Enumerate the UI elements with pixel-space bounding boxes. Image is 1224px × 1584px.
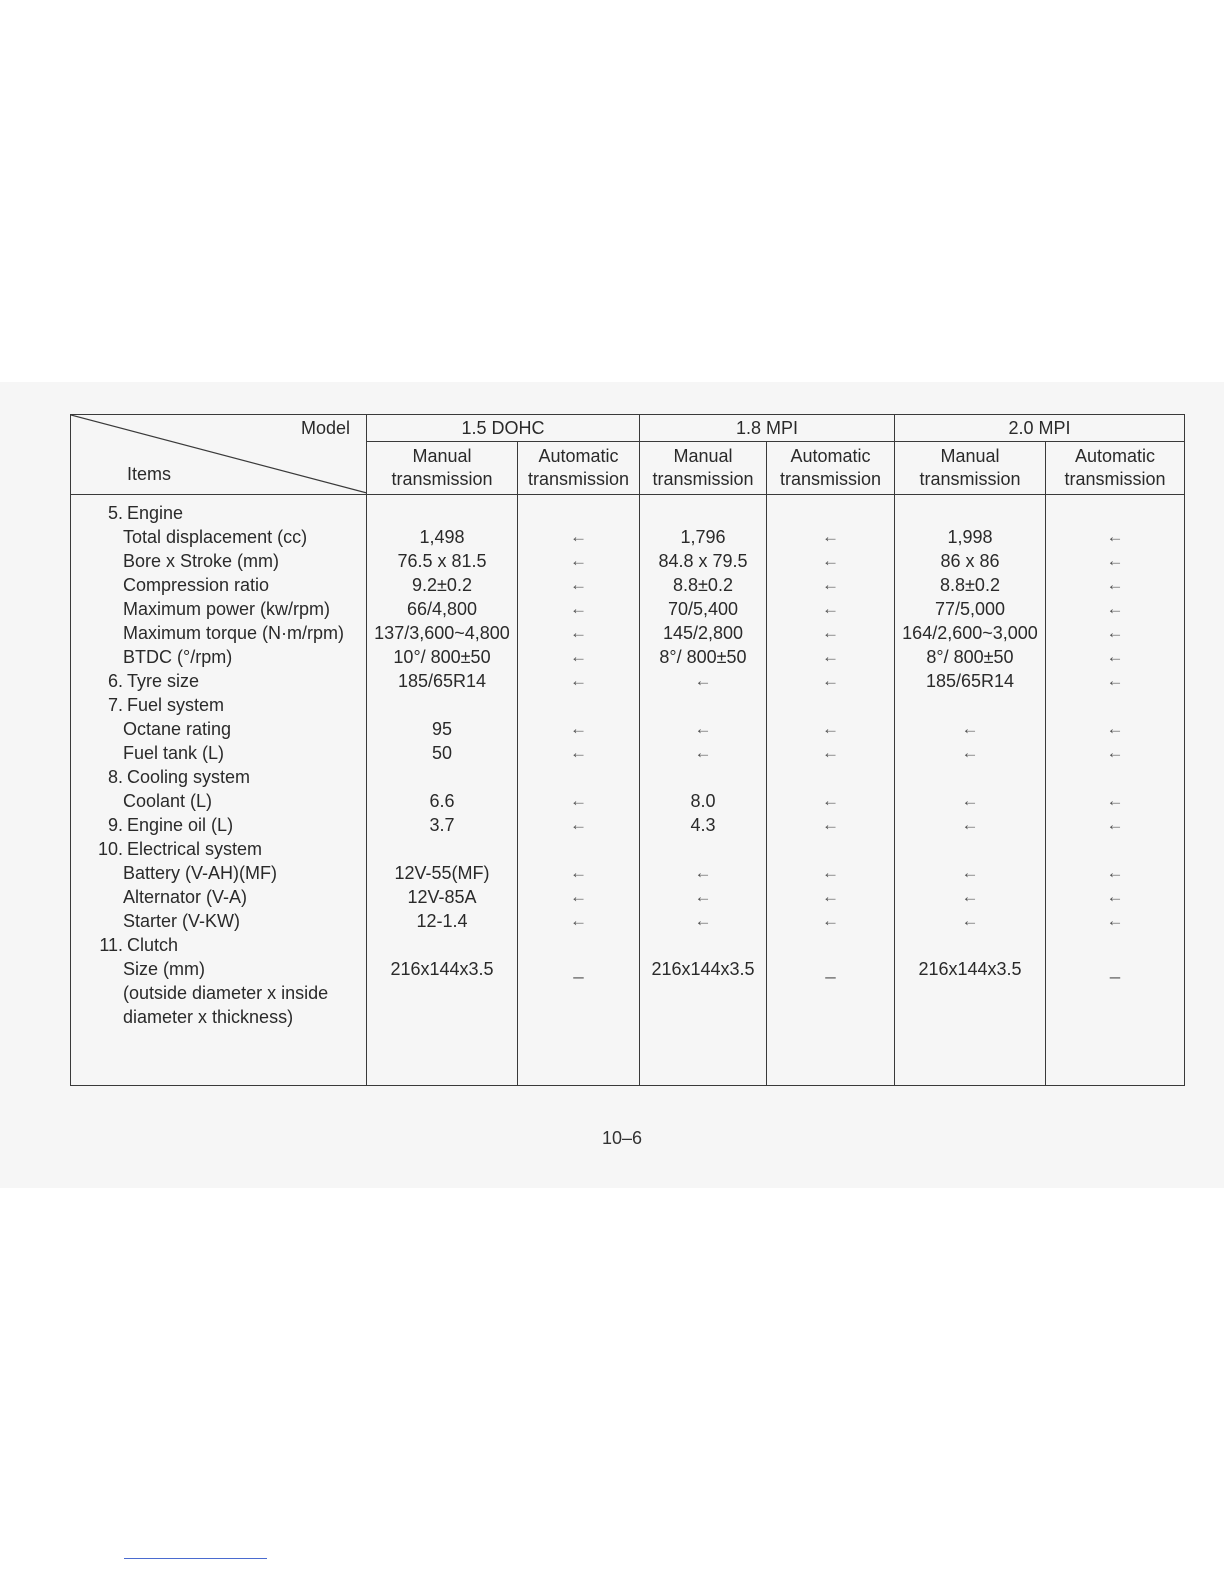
same-as-left-arrow: ← (822, 743, 839, 762)
table-cell (640, 693, 766, 717)
table-cell: _ (825, 959, 836, 979)
item-row (71, 741, 366, 765)
same-as-left-arrow: ← (694, 743, 712, 762)
table-cell (518, 693, 639, 717)
table-cell: 137/3,600~4,800 (374, 623, 510, 643)
item-row (71, 717, 366, 741)
table-cell (367, 933, 517, 957)
page-number: 10–6 (601, 1128, 643, 1148)
table-cell (640, 981, 766, 1005)
sub-header: Manual transmission (895, 442, 1046, 495)
item-label: Engine (127, 503, 184, 523)
item-label: Total displacement (cc) (123, 527, 308, 547)
item-row (71, 861, 366, 885)
table-cell (1046, 981, 1184, 1005)
item-row (71, 501, 366, 525)
same-as-left-arrow: ← (570, 863, 587, 882)
same-as-left-arrow: ← (570, 527, 587, 546)
table-cell: 10°/ 800±50 (393, 647, 491, 667)
value-column-1-5-manual (367, 495, 518, 1086)
specifications-table (70, 414, 1185, 1086)
table-cell (367, 765, 517, 789)
table-cell: 12-1.4 (416, 911, 468, 931)
table-cell: 86 x 86 (940, 551, 1000, 571)
item-row (71, 597, 366, 621)
same-as-left-arrow: ← (570, 911, 587, 930)
corner-header (71, 415, 367, 495)
item-label: Cooling system (127, 767, 251, 787)
table-cell (767, 765, 894, 789)
same-as-left-arrow: ← (1106, 623, 1124, 642)
table-body-row (71, 495, 1185, 1086)
items-column (71, 495, 367, 1086)
table-cell (895, 501, 1045, 525)
table-cell (518, 765, 639, 789)
same-as-left-arrow: ← (1106, 719, 1124, 738)
item-label: diameter x thickness) (123, 1007, 294, 1027)
item-row (71, 813, 366, 837)
item-row (71, 573, 366, 597)
same-as-left-arrow: ← (961, 815, 979, 834)
item-label: Fuel tank (L) (123, 743, 225, 763)
item-label: (outside diameter x inside (123, 983, 329, 1003)
item-row (71, 765, 366, 789)
item-label: Battery (V-AH)(MF) (123, 863, 278, 883)
group-header-1-8-mpi: 1.8 MPI (640, 415, 895, 442)
same-as-left-arrow: ← (822, 719, 839, 738)
item-number: 9. (107, 815, 123, 835)
table-cell (367, 837, 517, 861)
corner-model-label: Model (300, 418, 350, 438)
same-as-left-arrow: ← (1106, 911, 1124, 930)
table-cell (518, 981, 639, 1005)
same-as-left-arrow: ← (822, 623, 839, 642)
sub-header: Manual transmission (367, 442, 518, 495)
table-cell (640, 765, 766, 789)
table-cell: 84.8 x 79.5 (658, 551, 748, 571)
table-cell (518, 1005, 639, 1029)
value-column-2-0-manual (895, 495, 1046, 1086)
item-label: Octane rating (123, 719, 232, 739)
same-as-left-arrow: ← (1106, 815, 1124, 834)
table-cell (640, 933, 766, 957)
same-as-left-arrow: ← (1106, 599, 1124, 618)
table-cell (767, 981, 894, 1005)
table-cell: 8°/ 800±50 (926, 647, 1014, 667)
same-as-left-arrow: ← (694, 719, 712, 738)
item-row (71, 525, 366, 549)
item-label: Tyre size (127, 671, 200, 691)
table-cell: 95 (431, 719, 453, 739)
table-cell (767, 933, 894, 957)
item-number: 11. (99, 935, 123, 955)
table-cell: 6.6 (429, 791, 455, 811)
same-as-left-arrow: ← (822, 551, 839, 570)
same-as-left-arrow: ← (961, 863, 979, 882)
table-cell (895, 765, 1045, 789)
same-as-left-arrow: ← (570, 599, 587, 618)
item-row (71, 621, 366, 645)
same-as-left-arrow: ← (1106, 575, 1124, 594)
same-as-left-arrow: ← (1106, 671, 1124, 690)
item-row (71, 549, 366, 573)
item-row (71, 693, 366, 717)
value-column-2-0-automatic (1046, 495, 1185, 1086)
item-row (71, 885, 366, 909)
same-as-left-arrow: ← (1106, 743, 1124, 762)
table-cell (767, 1005, 894, 1029)
same-as-left-arrow: ← (822, 815, 839, 834)
value-column-1-8-manual (640, 495, 767, 1086)
table-cell (1046, 765, 1184, 789)
item-row (71, 1005, 366, 1029)
same-as-left-arrow: ← (961, 791, 979, 810)
same-as-left-arrow: ← (570, 623, 587, 642)
same-as-left-arrow: ← (822, 911, 839, 930)
table-cell (767, 837, 894, 861)
same-as-left-arrow: ← (822, 671, 839, 690)
table-cell: 1,796 (680, 527, 726, 547)
item-label: Compression ratio (123, 575, 270, 595)
same-as-left-arrow: ← (822, 575, 839, 594)
same-as-left-arrow: ← (961, 887, 979, 906)
table-cell (895, 837, 1045, 861)
same-as-left-arrow: ← (822, 791, 839, 810)
same-as-left-arrow: ← (1106, 887, 1124, 906)
sub-header: Automatic transmission (767, 442, 895, 495)
table-cell (767, 501, 894, 525)
table-cell: 12V-55(MF) (394, 863, 490, 883)
table-cell: 8.0 (690, 791, 716, 811)
same-as-left-arrow: ← (822, 863, 839, 882)
item-row (71, 789, 366, 813)
table-cell (518, 933, 639, 957)
same-as-left-arrow: ← (961, 743, 979, 762)
table-cell (1046, 693, 1184, 717)
same-as-left-arrow: ← (961, 911, 979, 930)
item-label: Electrical system (127, 839, 263, 859)
table-cell (1046, 501, 1184, 525)
same-as-left-arrow: ← (822, 887, 839, 906)
table-cell (518, 501, 639, 525)
same-as-left-arrow: ← (1106, 863, 1124, 882)
table-cell: 8.8±0.2 (940, 575, 1000, 595)
table-cell (1046, 933, 1184, 957)
item-number: 7. (107, 695, 123, 715)
item-label: Fuel system (127, 695, 225, 715)
same-as-left-arrow: ← (694, 911, 712, 930)
item-label: Clutch (127, 935, 179, 955)
corner-items-label: Items (127, 464, 172, 484)
item-label: Coolant (L) (123, 791, 213, 811)
item-row (71, 933, 366, 957)
item-row (71, 837, 366, 861)
item-label: Size (mm) (123, 959, 205, 979)
item-number: 10. (97, 839, 123, 859)
item-label: Alternator (V-A) (123, 887, 248, 907)
table-cell (367, 1005, 517, 1029)
table-cell (895, 1005, 1045, 1029)
same-as-left-arrow: ← (1106, 791, 1124, 810)
table-cell (367, 981, 517, 1005)
same-as-left-arrow: ← (961, 719, 979, 738)
same-as-left-arrow: ← (1106, 527, 1124, 546)
item-label: Bore x Stroke (mm) (123, 551, 280, 571)
item-label: BTDC (°/rpm) (123, 647, 233, 667)
item-number: 5. (107, 503, 123, 523)
table-cell (640, 837, 766, 861)
value-column-1-5-automatic (518, 495, 640, 1086)
table-cell: 185/65R14 (397, 671, 487, 691)
table-cell: 216x144x3.5 (918, 959, 1022, 979)
item-row (71, 909, 366, 933)
same-as-left-arrow: ← (570, 719, 587, 738)
item-number: 6. (107, 671, 123, 691)
table-cell: 76.5 x 81.5 (397, 551, 487, 571)
table-cell: _ (573, 959, 584, 979)
table-cell: 164/2,600~3,000 (902, 623, 1038, 643)
table-cell: 1,498 (419, 527, 465, 547)
table-cell (367, 693, 517, 717)
sub-header: Automatic transmission (518, 442, 640, 495)
table-cell (367, 501, 517, 525)
sub-header: Manual transmission (640, 442, 767, 495)
table-cell (895, 981, 1045, 1005)
same-as-left-arrow: ← (822, 527, 839, 546)
same-as-left-arrow: ← (570, 575, 587, 594)
same-as-left-arrow: ← (570, 887, 587, 906)
table-cell (895, 933, 1045, 957)
item-row (71, 981, 366, 1005)
value-column-1-8-automatic (767, 495, 895, 1086)
group-header-1-5-dohc: 1.5 DOHC (367, 415, 640, 442)
group-header-2-0-mpi: 2.0 MPI (895, 415, 1185, 442)
same-as-left-arrow: ← (822, 647, 839, 666)
table-cell: 3.7 (429, 815, 455, 835)
item-label: Engine oil (L) (127, 815, 234, 835)
table-cell: 185/65R14 (925, 671, 1015, 691)
table-cell: 12V-85A (407, 887, 477, 907)
same-as-left-arrow: ← (694, 887, 712, 906)
table-cell: 216x144x3.5 (651, 959, 755, 979)
table-cell: 9.2±0.2 (412, 575, 472, 595)
table-cell: 66/4,800 (406, 599, 478, 619)
item-label: Maximum torque (N·m/rpm) (123, 623, 345, 643)
table-cell: 145/2,800 (662, 623, 744, 643)
same-as-left-arrow: ← (1106, 551, 1124, 570)
table-cell (895, 693, 1045, 717)
table-cell (640, 501, 766, 525)
same-as-left-arrow: ← (1106, 647, 1124, 666)
table-cell: 216x144x3.5 (390, 959, 494, 979)
table-cell: 8.8±0.2 (673, 575, 733, 595)
table-cell (518, 837, 639, 861)
item-number: 8. (107, 767, 123, 787)
header-group-row (71, 415, 1185, 442)
same-as-left-arrow: ← (694, 863, 712, 882)
same-as-left-arrow: ← (570, 791, 587, 810)
table-cell (1046, 837, 1184, 861)
item-label: Maximum power (kw/rpm) (123, 599, 331, 619)
table-cell: 50 (431, 743, 453, 763)
table-cell (1046, 1005, 1184, 1029)
same-as-left-arrow: ← (570, 671, 587, 690)
table-cell (640, 1005, 766, 1029)
footer-rule (124, 1558, 267, 1559)
item-row (71, 669, 366, 693)
table-cell: _ (1109, 959, 1120, 979)
same-as-left-arrow: ← (570, 647, 587, 666)
same-as-left-arrow: ← (822, 599, 839, 618)
same-as-left-arrow: ← (694, 671, 712, 690)
same-as-left-arrow: ← (570, 551, 587, 570)
item-row (71, 957, 366, 981)
table-cell (767, 693, 894, 717)
same-as-left-arrow: ← (570, 815, 587, 834)
table-cell: 1,998 (947, 527, 993, 547)
item-label: Starter (V-KW) (123, 911, 241, 931)
table-cell: 8°/ 800±50 (659, 647, 747, 667)
table-cell: 4.3 (690, 815, 716, 835)
same-as-left-arrow: ← (570, 743, 587, 762)
table-cell: 70/5,400 (667, 599, 739, 619)
table-cell: 77/5,000 (934, 599, 1006, 619)
item-row (71, 645, 366, 669)
sub-header: Automatic transmission (1046, 442, 1185, 495)
